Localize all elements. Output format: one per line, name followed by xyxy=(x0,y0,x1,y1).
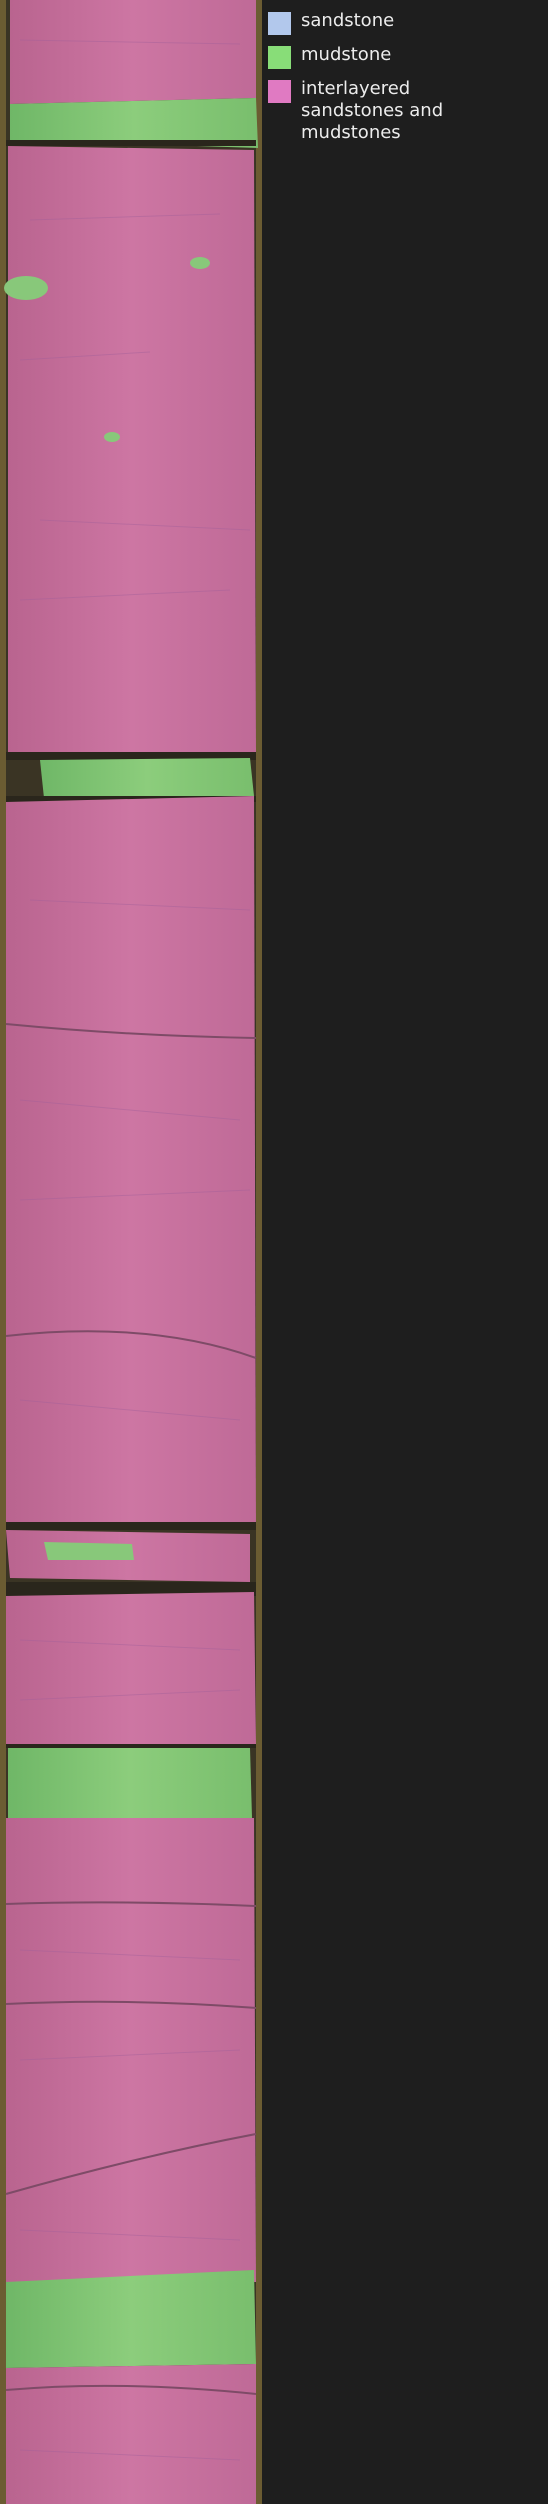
core-gap xyxy=(6,1522,256,1530)
core-segment-mudstone xyxy=(44,1542,134,1560)
core-photo xyxy=(0,0,262,2504)
legend-label: interlayered sandstones and mudstones xyxy=(301,78,444,143)
legend-item-sandstone xyxy=(268,10,544,35)
legend-swatch-interlayered xyxy=(268,80,291,103)
tray-edge-right xyxy=(256,0,262,2504)
core-gap xyxy=(6,140,256,146)
legend-swatch-mudstone xyxy=(268,46,291,69)
core-segment-interlayered xyxy=(8,146,256,752)
core-segment-interlayered xyxy=(6,2364,256,2504)
core-segment-mudstone xyxy=(8,1748,252,1818)
core-segment-interlayered xyxy=(6,1592,256,1748)
core-gap xyxy=(6,1744,256,1748)
legend-label: mudstone xyxy=(301,44,392,65)
core-segment-mudstone xyxy=(6,2270,256,2368)
core-segment-mudstone xyxy=(40,758,254,798)
mudstone-patch xyxy=(104,432,120,442)
mudstone-patch xyxy=(4,276,48,300)
tray-edge-left xyxy=(0,0,6,2504)
legend-label: sandstone xyxy=(301,10,395,31)
legend-item-mudstone xyxy=(268,44,544,69)
core-segment-interlayered xyxy=(10,0,256,104)
mudstone-patch xyxy=(190,257,210,269)
core-segment-interlayered xyxy=(6,1818,256,2282)
legend-swatch-sandstone xyxy=(268,12,291,35)
core-segmentation-overlay xyxy=(0,0,262,2504)
legend-item-interlayered xyxy=(268,78,544,144)
legend xyxy=(268,10,544,153)
